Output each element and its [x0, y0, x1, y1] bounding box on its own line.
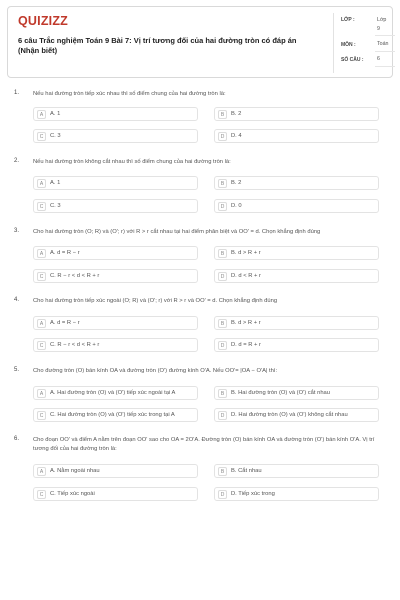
- question-text: Cho đường tròn (O) bán kính OA và đường tròn (O') đường kính O'A. Nếu OO'= |OA − O'A| thì:: [33, 368, 278, 374]
- option-b[interactable]: [214, 386, 379, 400]
- question-number: 5.: [14, 367, 20, 373]
- option-letter: A: [37, 249, 46, 258]
- question-count-value: 6: [377, 56, 380, 62]
- option-text: C. 3: [50, 203, 61, 209]
- option-a[interactable]: [33, 246, 198, 260]
- option-text: A. d = R − r: [50, 320, 80, 326]
- class-label: LỚP :: [341, 17, 355, 23]
- option-b[interactable]: [214, 176, 379, 190]
- question-text: Cho hai đường tròn (O; R) và (O'; r) với R > r cắt nhau tại hai điểm phân biệt và OO' = d. Chọn khẳng định đúng: [33, 229, 321, 235]
- option-letter: D: [218, 132, 227, 141]
- question-number: 1.: [14, 90, 20, 96]
- question-text: Cho hai đường tròn tiếp xúc ngoài (O; R) và (O'; r) với R > r và OO' = d. Chọn khẳng định đúng: [33, 298, 278, 304]
- option-letter: D: [218, 341, 227, 350]
- option-a[interactable]: [33, 176, 198, 190]
- question-number: 3.: [14, 228, 20, 234]
- option-d[interactable]: [214, 199, 379, 213]
- option-letter: C: [37, 132, 46, 141]
- option-letter: A: [37, 319, 46, 328]
- question-count-label: SỐ CÂU :: [341, 57, 364, 63]
- question-number: 2.: [14, 158, 20, 164]
- subject-underline: [375, 51, 395, 52]
- option-text: A. 1: [50, 180, 61, 186]
- option-c[interactable]: [33, 199, 198, 213]
- option-d[interactable]: [214, 129, 379, 143]
- option-text: D. Hai đường tròn (O) và (O') không cắt nhau: [231, 412, 348, 418]
- option-letter: D: [218, 490, 227, 499]
- option-text: B. d > R + r: [231, 320, 261, 326]
- option-text: C. R − r < d < R + r: [50, 273, 100, 279]
- option-letter: C: [37, 202, 46, 211]
- option-letter: C: [37, 272, 46, 281]
- option-text: A. d = R − r: [50, 250, 80, 256]
- option-letter: B: [218, 110, 227, 119]
- worksheet-header: [7, 6, 393, 78]
- option-text: D. Tiếp xúc trong: [231, 491, 275, 497]
- option-c[interactable]: [33, 338, 198, 352]
- question-number: 6.: [14, 436, 20, 442]
- option-text: B. Hai đường tròn (O) và (O') cắt nhau: [231, 390, 330, 396]
- option-b[interactable]: [214, 246, 379, 260]
- option-letter: C: [37, 341, 46, 350]
- question-number: 4.: [14, 297, 20, 303]
- option-letter: D: [218, 202, 227, 211]
- option-text: B. d > R + r: [231, 250, 261, 256]
- option-b[interactable]: [214, 316, 379, 330]
- option-text: C. Hai đường tròn (O) và (O') tiếp xúc trong tại A: [50, 412, 175, 418]
- option-text: B. 2: [231, 111, 242, 117]
- option-letter: B: [218, 249, 227, 258]
- option-d[interactable]: [214, 487, 379, 501]
- option-text: C. 3: [50, 133, 61, 139]
- subject-label: MÔN :: [341, 42, 356, 48]
- option-text: A. 1: [50, 111, 61, 117]
- option-letter: B: [218, 179, 227, 188]
- option-letter: D: [218, 411, 227, 420]
- question-text: Cho đoạn OO' và điểm A nằm trên đoạn OO' sao cho OA = 2O'A. Đường tròn (O) bán kính OA và đường tròn (O') bán kính O'A. Vị trí tương đối của hai đường tròn là:: [33, 437, 375, 452]
- class-underline: [375, 35, 395, 36]
- option-letter: C: [37, 490, 46, 499]
- option-a[interactable]: [33, 316, 198, 330]
- option-d[interactable]: [214, 338, 379, 352]
- option-letter: A: [37, 389, 46, 398]
- option-letter: B: [218, 389, 227, 398]
- option-b[interactable]: [214, 107, 379, 121]
- option-text: D. 4: [231, 133, 242, 139]
- option-a[interactable]: [33, 386, 198, 400]
- option-letter: C: [37, 411, 46, 420]
- worksheet-title: 6 câu Trắc nghiệm Toán 9 Bài 7: Vị trí tương đối của hai đường tròn có đáp án (Nhận biết): [18, 36, 297, 55]
- question-text: Nếu hai đường tròn không cắt nhau thì số điểm chung của hai đường tròn là:: [33, 159, 231, 165]
- option-text: C. Tiếp xúc ngoài: [50, 491, 95, 497]
- option-text: B. Cắt nhau: [231, 468, 262, 474]
- question-count-underline: [375, 66, 395, 67]
- option-c[interactable]: [33, 408, 198, 422]
- question-text: Nếu hai đường tròn tiếp xúc nhau thì số điểm chung của hai đường tròn là:: [33, 91, 226, 97]
- option-b[interactable]: [214, 464, 379, 478]
- option-d[interactable]: [214, 269, 379, 283]
- option-text: A. Nằm ngoài nhau: [50, 468, 100, 474]
- option-text: C. R − r < d < R + r: [50, 342, 100, 348]
- option-d[interactable]: [214, 408, 379, 422]
- option-letter: A: [37, 179, 46, 188]
- option-a[interactable]: [33, 464, 198, 478]
- option-c[interactable]: [33, 269, 198, 283]
- option-letter: A: [37, 467, 46, 476]
- option-c[interactable]: [33, 129, 198, 143]
- class-value: Lớp 9: [377, 17, 387, 32]
- option-letter: D: [218, 272, 227, 281]
- option-text: D. d < R + r: [231, 273, 261, 279]
- option-letter: B: [218, 467, 227, 476]
- subject-value: Toán: [377, 41, 389, 47]
- option-text: B. 2: [231, 180, 242, 186]
- header-divider: [333, 13, 334, 73]
- option-text: D. d = R + r: [231, 342, 261, 348]
- option-text: A. Hai đường tròn (O) và (O') tiếp xúc ngoài tại A: [50, 390, 176, 396]
- option-letter: B: [218, 319, 227, 328]
- option-c[interactable]: [33, 487, 198, 501]
- option-letter: A: [37, 110, 46, 119]
- option-a[interactable]: [33, 107, 198, 121]
- option-text: D. 0: [231, 203, 242, 209]
- quizizz-logo: QUIZIZZ: [18, 14, 69, 28]
